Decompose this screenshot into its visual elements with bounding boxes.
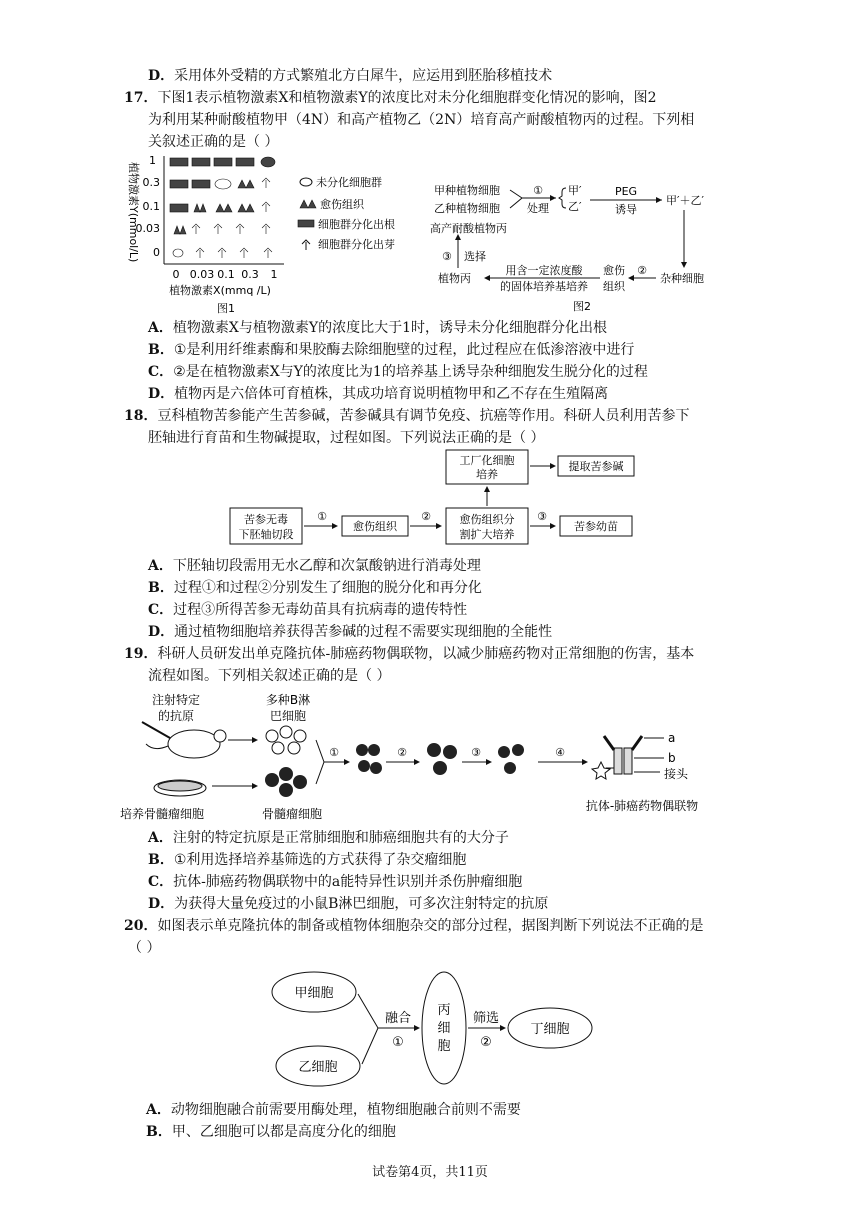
q20-stem-2: （ ）: [128, 940, 161, 956]
q18-box-factory-2: 培养: [476, 468, 498, 481]
fig1-legend: [298, 175, 395, 251]
q19-culture: 培养骨髓瘤细胞: [120, 807, 205, 821]
fig2-cells-a: 甲种植物细胞: [434, 184, 500, 197]
fig1-ytick-3: 0.03: [135, 222, 160, 235]
q20-step-2: ②: [480, 1035, 492, 1050]
q20-cell-a: 甲细胞: [294, 986, 334, 1001]
row-5: [173, 248, 272, 258]
row-4: [174, 224, 270, 234]
fig2-caption: 图2: [573, 300, 591, 313]
q18-stem: 18．豆科植物苦参能产生苦参碱，苦参碱具有调节免疫、抗癌等作用。科研人员利用苦参下: [124, 408, 690, 424]
page-footer: 试卷第4页，共11页: [372, 1165, 488, 1180]
fig2-cells-b: 乙种植物细胞: [434, 202, 500, 215]
q20-figure: [266, 966, 606, 1090]
legend-shoot: 细胞群分化出芽: [318, 238, 395, 251]
q19-option-a: A．注射的特定抗原是正常肺细胞和肺癌细胞共有的大分子: [148, 830, 509, 846]
fig1-ytick-2: 0.1: [142, 200, 160, 213]
fig2-medium-2: 的固体培养基培养: [500, 280, 588, 293]
q20-fuse: 融合: [384, 1011, 412, 1026]
q19-bcell-1: 多种B淋: [265, 693, 311, 707]
q17-option-c: C．②是在植物激素X与Y的浓度比为1的培养基上诱导杂种细胞发生脱分化的过程: [148, 364, 648, 380]
q20-cell-d: 丁细胞: [530, 1022, 570, 1037]
fig1-xtick-1: 0.03: [189, 268, 215, 281]
legend-root: 细胞群分化出根: [318, 218, 395, 231]
fig1-ytick-4: 0: [153, 246, 160, 259]
q17-figure-1: [120, 152, 430, 314]
fig2-fused: 甲′＋乙′: [666, 194, 704, 207]
q18-box-factory-1: 工厂化细胞: [459, 454, 515, 467]
fig1-xtick-4: 1: [270, 268, 278, 281]
fig2-step1-label: 处理: [527, 202, 549, 215]
fig1-xtick-2: 0.1: [217, 268, 235, 281]
q18-step-3: ③: [537, 510, 547, 523]
q19-conjugate: 抗体-肺癌药物偶联物: [585, 799, 699, 813]
q20-stem: 20．如图表示单克隆抗体的制备或植物体细胞杂交的部分过程，据图判断下列说法不正确的是: [124, 918, 704, 934]
fig2-select: 选择: [464, 250, 486, 263]
fig2-plant: 植物丙: [438, 272, 471, 285]
q20-cell-b: 乙细胞: [298, 1060, 338, 1075]
q20-cell-c-1: 丙: [437, 1003, 451, 1018]
antibody-secreting-cells-icon: [498, 744, 524, 774]
mouse-icon: [142, 722, 226, 758]
q18-box-callus: 愈伤组织: [353, 520, 397, 533]
q19-option-c: C．抗体-肺癌药物偶联物中的a能特异性识别并杀伤肿瘤细胞: [148, 874, 523, 890]
q18-box-extract: 提取苦参碱: [568, 460, 624, 473]
q20-cell-c-2: 细: [437, 1021, 451, 1036]
q17-option-d: D．植物丙是六倍体可育植株，其成功培育说明植物甲和乙不存在生殖隔离: [148, 386, 609, 402]
q19-step-4: ④: [555, 746, 565, 759]
q18-option-b: B．过程①和过程②分别发生了细胞的脱分化和再分化: [148, 580, 482, 596]
q19-joint: 接头: [664, 767, 689, 781]
q20-cell-c-3: 胞: [437, 1039, 451, 1054]
q18-figure: [226, 448, 646, 556]
q18-box-div-1: 愈伤组织分: [459, 513, 515, 526]
q19-step-1: ①: [329, 746, 339, 759]
q19-step-3: ③: [471, 746, 481, 759]
q19-stem-2: 流程如图。下列相关叙述正确的是（ ）: [148, 668, 391, 684]
q18-step-1: ①: [317, 510, 327, 523]
fig1-xtick-0: 0: [172, 268, 180, 281]
fig1-xtick-3: 0.3: [241, 268, 259, 281]
fig1-caption: 图1: [217, 302, 235, 314]
q19-bcell-2: 巴细胞: [269, 709, 307, 723]
fig2-medium-1: 用含一定浓度酸: [505, 264, 583, 277]
q18-step-2: ②: [421, 510, 431, 523]
q18-option-d: D．通过植物细胞培养获得苦参碱的过程不需要实现细胞的全能性: [148, 624, 553, 640]
q19-inject-1: 注射特定: [151, 693, 201, 707]
fig2-callus-1: 愈伤: [603, 264, 625, 277]
row-1: [170, 157, 275, 167]
fig2-induce: 诱导: [615, 203, 637, 216]
fig1-ylabel: 植物激素Y(mmol/L): [127, 162, 140, 263]
culture-dish-icon: [154, 780, 206, 796]
legend-callus: 愈伤组织: [320, 198, 364, 211]
q17-stem-3: 关叙述正确的是（ ）: [148, 134, 279, 150]
bcells-icon: [266, 726, 306, 754]
q19-label-b: b: [668, 751, 676, 765]
fig1-xlabel: 植物激素X(mmq /L): [169, 284, 271, 297]
q19-figure: [120, 688, 740, 826]
q17-option-a: A．植物激素X与植物激素Y的浓度比大于1时，诱导未分化细胞群分化出根: [148, 320, 607, 336]
q16-option-d: D．采用体外受精的方式繁殖北方白犀牛，应运用到胚胎移植技术: [148, 68, 553, 84]
q17-stem: 17．下图1表示植物激素X和植物激素Y的浓度比对未分化细胞群变化情况的影响，图2: [124, 90, 657, 106]
row-3: [170, 202, 270, 212]
q17-option-b: B．①是利用纤维素酶和果胶酶去除细胞壁的过程，此过程应在低渗溶液中进行: [148, 342, 635, 358]
fused-cells-icon: [356, 744, 382, 774]
q20-screen: 筛选: [472, 1011, 500, 1026]
fig2-step1: ①: [533, 184, 543, 197]
fig2-step3: ③: [442, 250, 452, 263]
fig2-peg: PEG: [614, 185, 638, 198]
fig2-hybrid: 杂种细胞: [660, 272, 704, 285]
q19-myeloma: 骨髓瘤细胞: [261, 807, 323, 821]
q20-option-b: B．甲、乙细胞可以都是高度分化的细胞: [146, 1124, 396, 1140]
q18-option-a: A．下胚轴切段需用无水乙醇和次氯酸钠进行消毒处理: [148, 558, 481, 574]
fig1-ytick-1: 0.3: [142, 176, 160, 189]
q19-stem: 19．科研人员研发出单克隆抗体-肺癌药物偶联物，以减少肺癌药物对正常细胞的伤害，基本: [124, 646, 695, 662]
q20-option-a: A．动物细胞融合前需要用酶处理，植物细胞融合前则不需要: [146, 1102, 521, 1118]
q17-figure-2: [430, 178, 730, 314]
q18-stem-2: 胚轴进行育苗和生物碱提取，过程如图。下列说法正确的是（ ）: [148, 430, 545, 446]
q19-step-2: ②: [397, 746, 407, 759]
q19-option-d: D．为获得大量免疫过的小鼠B淋巴细胞，可多次注射特定的抗原: [148, 896, 549, 912]
fig2-proto-a: 甲′: [568, 184, 582, 197]
q20-step-1: ①: [392, 1035, 404, 1050]
q18-option-c: C．过程③所得苦参无毒幼苗具有抗病毒的遗传特性: [148, 602, 468, 618]
myeloma-cells-icon: [265, 767, 307, 797]
q18-box-start-2: 下胚轴切段: [238, 528, 294, 541]
legend-undiff: 未分化细胞群: [316, 176, 382, 189]
q18-box-seedling: 苦参幼苗: [574, 520, 618, 533]
fig2-callus-2: 组织: [603, 280, 625, 293]
fig2-result: 高产耐酸植物丙: [430, 222, 507, 235]
fig2-proto-b: 乙′: [568, 200, 582, 213]
q19-inject-2: 的抗原: [157, 709, 195, 723]
q19-label-a: a: [668, 731, 676, 745]
q18-box-div-2: 割扩大培养: [459, 528, 515, 541]
q18-box-start-1: 苦参无毒: [244, 513, 288, 526]
row-2: [170, 178, 270, 189]
fig1-ytick-0: 1: [149, 154, 156, 167]
hybridoma-cells-icon: [427, 743, 457, 775]
q17-stem-2: 为利用某种耐酸植物甲（4N）和高产植物乙（2N）培育高产耐酸植物丙的过程。下列相: [148, 112, 695, 128]
fig2-step2: ②: [637, 264, 647, 277]
q19-option-b: B．①利用选择培养基筛选的方式获得了杂交瘤细胞: [148, 852, 467, 868]
fig1-cell-grid: [170, 157, 275, 258]
